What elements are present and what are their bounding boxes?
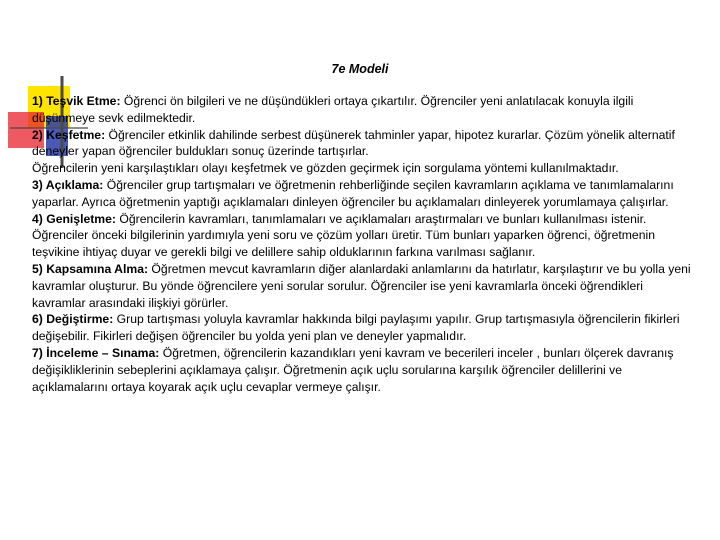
step-label: 1) Teşvik Etme: xyxy=(32,94,121,108)
step-label: 3) Açıklama: xyxy=(32,177,104,192)
step-text: Öğretmen mevcut kavramların diğer alanlardaki anlamlarını da hatırlatır, karşılaştırır ve bu yolla yeni kavramlar oluşturur. Bu yönde öğrencilere yeni sorular sorulur. Öğrenciler ise yeni kavramlarla önceki öğrendikleri kavramlar arasındaki ilişkiyi görürler. xyxy=(32,261,691,310)
paragraph-tesvik-etme xyxy=(32,93,692,127)
paragraph-kesfetme-continued xyxy=(32,160,692,177)
step-text: Öğretmen, öğrencilerin kazandıkları yeni kavram ve becerileri inceler , bunları ölçerek davranış değişikliklerinin sebeplerini açıklamaya çalışır. Öğretmenin açık uçlu sorularına karşılık öğrenciler delillerini ve açıklamalarını ortaya koyarak açık uçlu cevaplar vermeye çalışır. xyxy=(32,345,674,394)
step-label: 5) Kapsamına Alma: xyxy=(32,261,149,276)
slide-body xyxy=(32,93,692,395)
step-label: 4) Genişletme: xyxy=(32,211,116,226)
step-text: Grup tartışması yoluyla kavramlar hakkında bilgi paylaşımı yapılır. Grup tartışmasıyla öğrencilerin fikirleri değişebilir. Fikirleri değişen öğrenciler bu yolda yeni plan ve deneyler yapmalıdır. xyxy=(32,312,680,344)
step-text: Öğrencilerin yeni karşılaştıkları olayı keşfetmek ve gözden geçirmek için sorgulama yöntemi kullanılmaktadır. xyxy=(32,161,619,176)
paragraph-aciklama xyxy=(32,177,692,211)
step-text: Öğrenciler etkinlik dahilinde serbest düşünerek tahminler yapar, hipotez kurarlar. Çözüm yönelik alternatif deneyler yapan öğrenciler buldukları sonuç üzerinde tartışırlar. xyxy=(32,127,675,159)
step-text: Öğrenci ön bilgileri ve ne düşündükleri ortaya çıkartılır. Öğrenciler yeni anlatılacak konuyla ilgili düşünmeye sevk edilmektedir. xyxy=(32,94,634,125)
step-label: 2) Keşfetme: xyxy=(32,127,106,142)
step-label: 6) Değiştirme: xyxy=(32,312,114,327)
paragraph-kesfetme xyxy=(32,127,692,161)
paragraph-degistirme xyxy=(32,311,692,345)
slide-title: 7e Modeli xyxy=(331,62,389,76)
paragraph-inceleme-sinama xyxy=(32,345,692,395)
step-text: Öğrencilerin kavramları, tanımlamaları ve açıklamaları araştırmaları ve bunları kullanılması istenir. Öğrenciler önceki bilgilerinin yardımıyla yeni soru ve çözüm yolları üretir. Tüm bunları yaparken öğrenci, öğretmenin teşvikine ihtiyaç duyar ve gerekli bilgi ve delillere sahip olduklarının farkına varılması sağlanır. xyxy=(32,211,655,260)
paragraph-kapsamina-alma xyxy=(32,261,692,311)
step-text: Öğrenciler grup tartışmaları ve öğretmenin rehberliğinde seçilen kavramların açıklama ve tanımlamalarını yaparlar. Ayrıca öğretmenin yaptığı açıklamaları dinleyen öğrenciler bu açıklamaları dinleyerek yorumlamaya çalışırlar. xyxy=(32,177,674,209)
step-label: 7) İnceleme – Sınama: xyxy=(32,345,160,360)
paragraph-genisletme xyxy=(32,211,692,261)
